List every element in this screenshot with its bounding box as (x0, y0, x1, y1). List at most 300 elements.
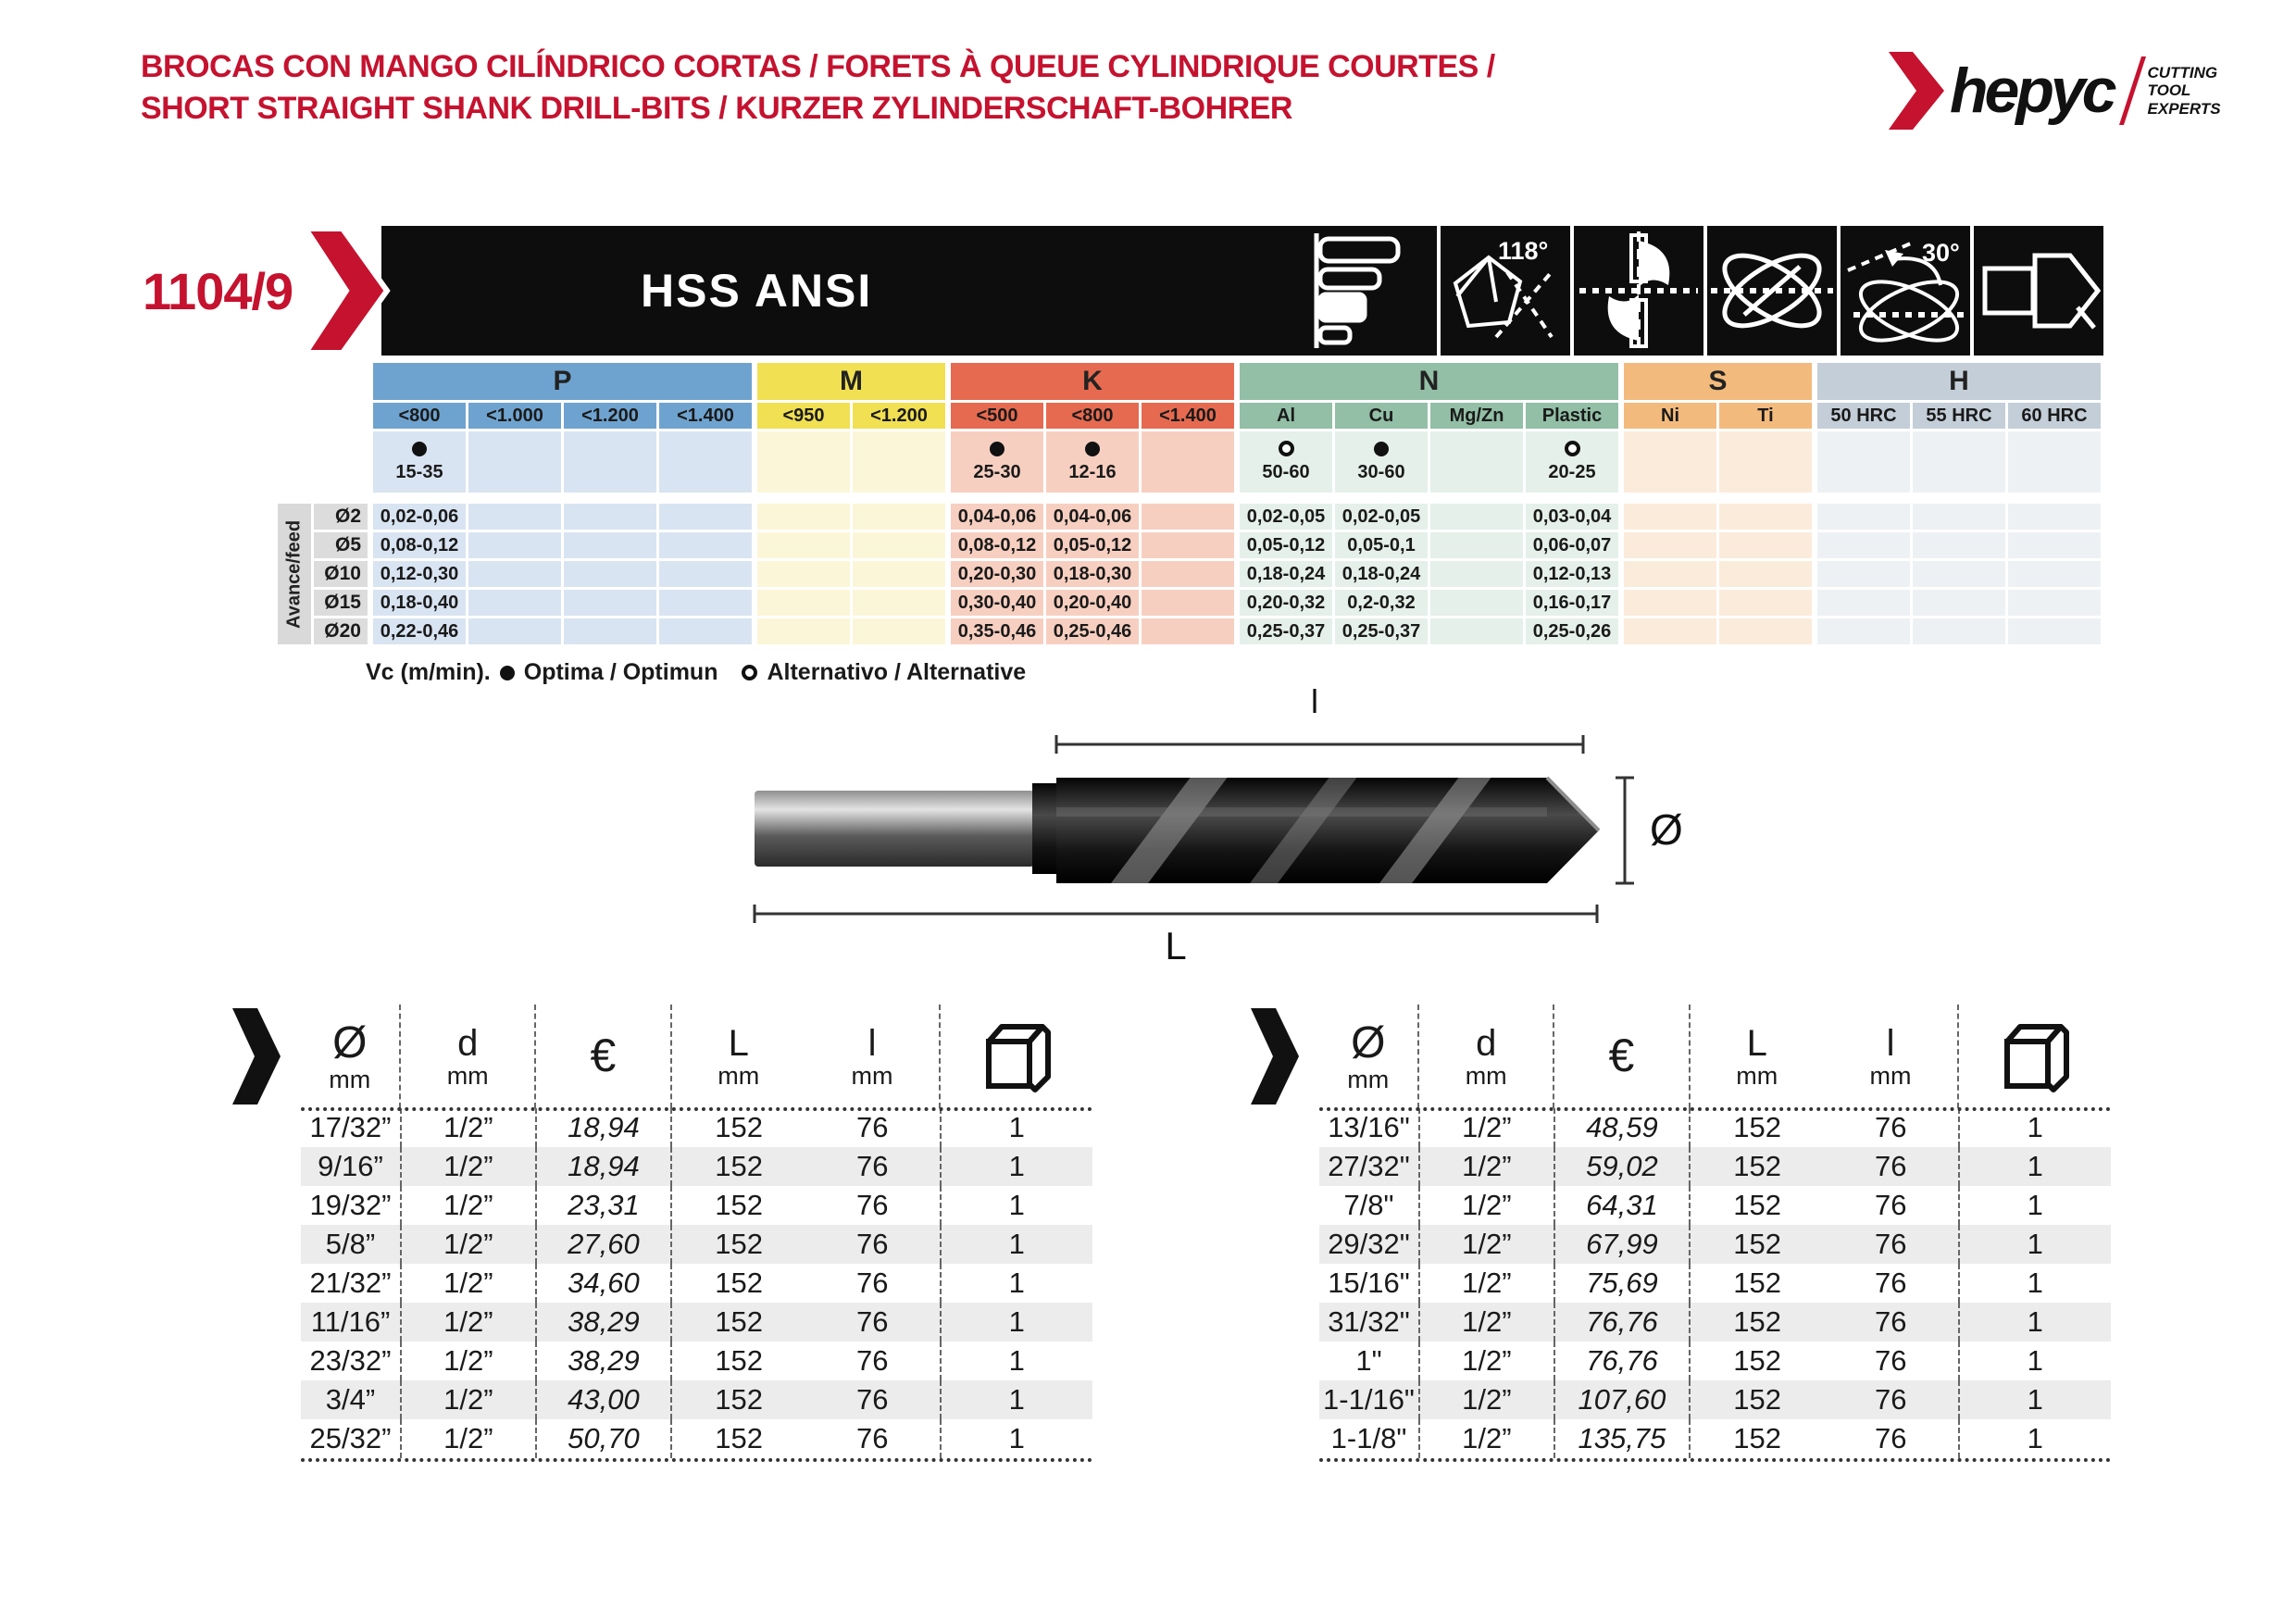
flute-length-cell: 76 (1874, 1383, 1907, 1416)
feed-cell (1719, 532, 1812, 558)
feed-cell: 0,25-0,46 (1046, 618, 1139, 644)
material-group-header: H (1817, 363, 2101, 400)
feed-cell (468, 561, 561, 587)
size-cell: 27/32" (1328, 1150, 1410, 1182)
flute-length-cell: 76 (855, 1344, 889, 1377)
point-angle-label: 118° (1498, 237, 1549, 265)
flute-profile-icon (1707, 226, 1837, 356)
feed-cell (1624, 561, 1716, 587)
col-header-flute-length (805, 1005, 940, 1108)
col-header-length (670, 1005, 805, 1108)
feed-cell (1142, 532, 1234, 558)
col-unit: mm (851, 1061, 893, 1090)
material-group-H (1817, 363, 2101, 644)
col-symbol: l (1886, 1022, 1895, 1064)
price-cell: 67,99 (1554, 1225, 1690, 1264)
point-angle-118-icon (1441, 226, 1570, 356)
vc-cell (659, 431, 752, 493)
size-range-icon (1307, 226, 1437, 356)
size-cell: 31/32" (1328, 1305, 1410, 1338)
feed-cell (1624, 590, 1716, 616)
price-table-row (1319, 1342, 2111, 1380)
feed-cell (468, 504, 561, 530)
helix-angle-label: 30° (1922, 239, 1960, 267)
shank-diameter-cell: 1/2” (400, 1380, 535, 1419)
drill-diagram (713, 687, 1694, 965)
qty-cell: 1 (940, 1108, 1092, 1147)
materials-row-labels (278, 363, 368, 644)
price-table-row (301, 1342, 1092, 1380)
feed-cell (1719, 618, 1812, 644)
shank-diameter-cell: 1/2” (1418, 1264, 1554, 1303)
material-subheader: <800 (1046, 403, 1139, 429)
length-cell: 152 (670, 1303, 805, 1342)
col-header-packaging (1957, 1005, 2111, 1108)
price-table-right (1231, 1005, 2111, 1462)
feed-cell: 0,20-0,30 (951, 561, 1043, 587)
feed-cell: 0,22-0,46 (373, 618, 466, 644)
feed-cell: 0,18-0,24 (1240, 561, 1332, 587)
material-group-S (1624, 363, 1812, 644)
flute-length-cell: 76 (855, 1422, 889, 1454)
flute-length-cell: 76 (855, 1150, 889, 1182)
length-cell: 152 (1689, 1264, 1824, 1303)
qty-cell: 1 (1958, 1264, 2111, 1303)
length-cell: 152 (1689, 1186, 1824, 1225)
price-cell: 48,59 (1554, 1108, 1690, 1147)
logo-slash-icon (2119, 56, 2146, 125)
material-subheader: <950 (757, 403, 850, 429)
col-header-price (534, 1005, 670, 1108)
material-subheader: <1.000 (468, 403, 561, 429)
size-cell: 1-1/8" (1330, 1422, 1407, 1454)
table-chevron-icon (213, 1005, 300, 1108)
qty-cell: 1 (1958, 1342, 2111, 1380)
col-header-flute-length (1824, 1005, 1958, 1108)
material-subheader: Plastic (1526, 403, 1618, 429)
material-group-N (1240, 363, 1618, 644)
feed-row-label: Ø15 (314, 590, 368, 616)
shank-diameter-cell: 1/2” (400, 1264, 535, 1303)
feed-cell (853, 618, 945, 644)
flute-length-cell: 76 (1874, 1344, 1907, 1377)
col-symbol: Ø (332, 1017, 368, 1067)
price-table-row (301, 1380, 1092, 1419)
feed-cell (757, 590, 850, 616)
feed-cell (1817, 561, 1910, 587)
flute-length-cell: 76 (855, 1383, 889, 1416)
col-header-packaging (939, 1005, 1092, 1108)
price-table-row (301, 1225, 1092, 1264)
qty-cell: 1 (940, 1342, 1092, 1380)
material-subheader: <800 (373, 403, 466, 429)
feed-cell (564, 532, 656, 558)
length-cell: 152 (1689, 1380, 1824, 1419)
vc-value: 12-16 (1068, 461, 1117, 482)
qty-cell: 1 (940, 1264, 1092, 1303)
feed-cell (853, 532, 945, 558)
size-cell: 23/32” (309, 1344, 392, 1377)
alternative-dot-icon (1279, 441, 1294, 456)
feed-cell (2008, 532, 2101, 558)
length-cell: 152 (670, 1264, 805, 1303)
price-cell: 23,31 (535, 1186, 671, 1225)
feed-cell (468, 590, 561, 616)
feed-cell (1142, 618, 1234, 644)
vc-cell (1624, 431, 1716, 493)
feed-cell: 0,18-0,30 (1046, 561, 1139, 587)
length-cell: 152 (670, 1108, 805, 1147)
diameter-label: Ø (1650, 805, 1683, 854)
shank-diameter-cell: 1/2” (1418, 1342, 1554, 1380)
feed-cell: 0,08-0,12 (951, 532, 1043, 558)
banner-chevron-icon (302, 226, 391, 356)
logo-tagline-line: EXPERTS (2147, 99, 2221, 118)
feed-cell (564, 618, 656, 644)
feed-cell (1913, 618, 2005, 644)
price-table-row (301, 1264, 1092, 1303)
feed-cell: 0,18-0,24 (1335, 561, 1428, 587)
feed-cell (1430, 590, 1523, 616)
feed-cell: 0,30-0,40 (951, 590, 1043, 616)
shank-diameter-cell: 1/2” (1418, 1225, 1554, 1264)
drill-point (1547, 778, 1599, 883)
material-group-header: M (757, 363, 945, 400)
qty-cell: 1 (1958, 1380, 2111, 1419)
feed-cell: 0,16-0,17 (1526, 590, 1618, 616)
price-table-row (1319, 1303, 2111, 1342)
feed-cell (2008, 590, 2101, 616)
feed-cell (1719, 561, 1812, 587)
feed-cell (853, 504, 945, 530)
feed-cell (1719, 504, 1812, 530)
material-subheader: <1.200 (853, 403, 945, 429)
col-unit: mm (446, 1061, 489, 1090)
drill-shank (755, 791, 1034, 867)
box-icon (2001, 1019, 2069, 1093)
feed-cell (659, 618, 752, 644)
feed-cell: 0,12-0,13 (1526, 561, 1618, 587)
material-subheader: <1.400 (1142, 403, 1234, 429)
feed-row-label: Ø10 (314, 561, 368, 587)
spacer (1624, 495, 1812, 501)
feed-cell: 0,05-0,12 (1046, 532, 1139, 558)
feed-cell (2008, 504, 2101, 530)
price-cell: 135,75 (1554, 1419, 1690, 1458)
feed-cell: 0,05-0,1 (1335, 532, 1428, 558)
vc-legend (366, 659, 1026, 686)
price-cell: 34,60 (535, 1264, 671, 1303)
material-subheader: Mg/Zn (1430, 403, 1523, 429)
col-header-shank (1417, 1005, 1553, 1108)
feed-cell (1430, 532, 1523, 558)
cross-section-icon (1574, 226, 1703, 356)
price-table-right-header (1231, 1005, 2111, 1108)
price-cell: 38,29 (535, 1342, 671, 1380)
material-subheader: 50 HRC (1817, 403, 1910, 429)
feed-axis-label: Avance/feed (278, 504, 311, 644)
feed-cell (564, 561, 656, 587)
price-cell: 76,76 (1554, 1303, 1690, 1342)
feed-row-label: Ø2 (314, 504, 368, 530)
flute-length-label: l (1311, 687, 1318, 720)
col-header-diameter (1318, 1005, 1417, 1108)
qty-cell: 1 (1958, 1303, 2111, 1342)
shank-diameter-cell: 1/2” (400, 1147, 535, 1186)
spacer (373, 495, 752, 501)
vc-cell (1142, 431, 1234, 493)
spacer (1817, 495, 2101, 501)
spacer (1240, 495, 1618, 501)
feed-cell (659, 561, 752, 587)
feed-cell (757, 561, 850, 587)
col-unit: mm (1347, 1065, 1390, 1093)
flute-length-cell: 76 (1874, 1189, 1907, 1221)
material-group-header: K (951, 363, 1234, 400)
feed-cell (1142, 590, 1234, 616)
vc-value: 25-30 (973, 461, 1021, 482)
size-cell: 21/32” (309, 1267, 392, 1299)
feed-cell (1719, 590, 1812, 616)
feed-cell (853, 590, 945, 616)
feed-cell (2008, 561, 2101, 587)
col-symbol: l (867, 1022, 877, 1064)
material-group-header: S (1624, 363, 1812, 400)
length-cell: 152 (1689, 1108, 1824, 1147)
helix-angle-30-icon (1841, 226, 1970, 356)
price-table-row (1319, 1419, 2111, 1458)
vc-cell (1240, 431, 1332, 493)
feed-cell (757, 532, 850, 558)
material-subheader: 60 HRC (2008, 403, 2101, 429)
price-table-row (1319, 1147, 2111, 1186)
feed-cell (468, 532, 561, 558)
qty-cell: 1 (940, 1186, 1092, 1225)
size-cell: 1" (1355, 1344, 1382, 1377)
vc-cell (1913, 431, 2005, 493)
shank-diameter-cell: 1/2” (1418, 1108, 1554, 1147)
length-cell: 152 (670, 1147, 805, 1186)
price-cell: 107,60 (1554, 1380, 1690, 1419)
optima-dot-icon (1374, 442, 1389, 456)
vc-cell (564, 431, 656, 493)
vc-cell (951, 431, 1043, 493)
optima-dot-icon (412, 442, 427, 456)
material-group-M (757, 363, 945, 644)
material-subheader: Al (1240, 403, 1332, 429)
feed-cell: 0,25-0,37 (1335, 618, 1428, 644)
feed-row-label: Ø5 (314, 532, 368, 558)
col-symbol: L (728, 1022, 749, 1064)
shank-diameter-cell: 1/2” (400, 1303, 535, 1342)
material-subheader: <1.400 (659, 403, 752, 429)
vc-value: 50-60 (1262, 462, 1310, 482)
feed-cell (1624, 532, 1716, 558)
price-table-row (301, 1108, 1092, 1147)
feed-cell (757, 618, 850, 644)
material-subheader: 55 HRC (1913, 403, 2005, 429)
material-subheader: Ni (1624, 403, 1716, 429)
qty-cell: 1 (940, 1225, 1092, 1264)
material-group-header: P (373, 363, 752, 400)
col-symbol: d (1476, 1022, 1497, 1064)
feed-cell: 0,18-0,40 (373, 590, 466, 616)
alternative-dot-icon (1565, 441, 1580, 456)
flute-length-cell: 76 (1874, 1422, 1907, 1454)
feed-cell: 0,06-0,07 (1526, 532, 1618, 558)
vc-cell (2008, 431, 2101, 493)
qty-cell: 1 (940, 1380, 1092, 1419)
col-header-shank (399, 1005, 534, 1108)
vc-value: 20-25 (1548, 462, 1596, 482)
feed-cell: 0,20-0,32 (1240, 590, 1332, 616)
feed-cell (1624, 504, 1716, 530)
price-cell: 18,94 (535, 1108, 671, 1147)
price-table-row (1319, 1380, 2111, 1419)
length-cell: 152 (1689, 1147, 1824, 1186)
vc-cell (757, 431, 850, 493)
feed-cell: 0,02-0,05 (1240, 504, 1332, 530)
feed-cell: 0,02-0,06 (373, 504, 466, 530)
qty-cell: 1 (1958, 1186, 2111, 1225)
material-group-K (951, 363, 1234, 644)
col-unit: mm (718, 1061, 760, 1090)
size-cell: 29/32" (1328, 1228, 1410, 1260)
optima-dot-icon (990, 442, 1004, 456)
vc-value: 15-35 (395, 461, 443, 482)
flute-length-cell: 76 (855, 1228, 889, 1260)
size-cell: 5/8” (325, 1228, 376, 1260)
table-chevron-icon (1231, 1005, 1318, 1108)
flute-length-cell: 76 (1874, 1267, 1907, 1299)
shank-diameter-cell: 1/2” (1418, 1380, 1554, 1419)
box-icon (982, 1019, 1051, 1093)
col-symbol: L (1746, 1022, 1767, 1064)
flute-length-cell: 76 (855, 1111, 889, 1143)
qty-cell: 1 (940, 1303, 1092, 1342)
shank-diameter-cell: 1/2” (400, 1186, 535, 1225)
spacer (757, 495, 945, 501)
feed-cell (1430, 618, 1523, 644)
feed-cell (1913, 532, 2005, 558)
col-unit: mm (1736, 1061, 1778, 1090)
feed-cell (1430, 561, 1523, 587)
size-cell: 15/16" (1328, 1267, 1410, 1299)
vc-cell (1719, 431, 1812, 493)
logo-tagline-line: CUTTING (2147, 64, 2218, 82)
price-cell: 75,69 (1554, 1264, 1690, 1303)
feed-cell (853, 561, 945, 587)
price-cell: 76,76 (1554, 1342, 1690, 1380)
col-symbol: € (590, 1030, 617, 1081)
col-header-diameter (300, 1005, 399, 1108)
price-cell: 59,02 (1554, 1147, 1690, 1186)
product-name: HSS ANSI (641, 265, 873, 317)
size-cell: 19/32” (309, 1189, 392, 1221)
size-cell: 11/16” (310, 1305, 391, 1338)
price-table-left (213, 1005, 1092, 1462)
material-group-P (373, 363, 752, 644)
qty-cell: 1 (940, 1419, 1092, 1458)
size-cell: 13/16" (1328, 1111, 1410, 1143)
col-unit: mm (1869, 1061, 1912, 1090)
legend-optima-label: Optima / Optimun (523, 659, 718, 685)
feed-cell: 0,02-0,05 (1335, 504, 1428, 530)
price-cell: 64,31 (1554, 1186, 1690, 1225)
col-unit: mm (1465, 1061, 1507, 1090)
feed-cell (1913, 561, 2005, 587)
feed-cell: 0,04-0,06 (1046, 504, 1139, 530)
qty-cell: 1 (1958, 1419, 2111, 1458)
page-title-line1: BROCAS CON MANGO CILÍNDRICO CORTAS / FORETS À QUEUE CYLINDRIQUE COURTES / (141, 49, 1495, 84)
vc-cell (373, 431, 466, 493)
qty-cell: 1 (1958, 1147, 2111, 1186)
flute-length-cell: 76 (1874, 1150, 1907, 1182)
feed-cell (564, 590, 656, 616)
size-cell: 25/32” (309, 1422, 392, 1454)
size-cell: 9/16” (318, 1150, 383, 1182)
vc-cell (1046, 431, 1139, 493)
material-group-header: N (1240, 363, 1618, 400)
price-cell: 43,00 (535, 1380, 671, 1419)
col-symbol: Ø (1351, 1017, 1386, 1067)
qty-cell: 1 (940, 1147, 1092, 1186)
feed-cell: 0,12-0,30 (373, 561, 466, 587)
feed-cell (1142, 504, 1234, 530)
flute-length-cell: 76 (1874, 1305, 1907, 1338)
price-table-row (1319, 1264, 2111, 1303)
feed-cell (1817, 590, 1910, 616)
feed-cell (2008, 618, 2101, 644)
legend-alternative-label: Alternativo / Alternative (767, 659, 1027, 685)
material-subheader: Ti (1719, 403, 1812, 429)
col-unit: mm (329, 1065, 371, 1093)
length-cell: 152 (670, 1186, 805, 1225)
price-table-row (1319, 1108, 2111, 1147)
price-cell: 18,94 (535, 1147, 671, 1186)
shank-diameter-cell: 1/2” (400, 1108, 535, 1147)
feed-cell (1913, 590, 2005, 616)
length-cell: 152 (670, 1419, 805, 1458)
price-table-row (1319, 1225, 2111, 1264)
feed-cell (468, 618, 561, 644)
flute-length-cell: 76 (855, 1305, 889, 1338)
vc-cell (468, 431, 561, 493)
length-cell: 152 (1689, 1419, 1824, 1458)
flute-length-cell: 76 (855, 1267, 889, 1299)
alternative-dot-icon (742, 665, 757, 680)
material-subheader: <1.200 (564, 403, 656, 429)
feed-cell (757, 504, 850, 530)
length-cell: 152 (670, 1380, 805, 1419)
product-banner (139, 226, 2103, 356)
page-title (141, 46, 1495, 130)
feed-cell (1430, 504, 1523, 530)
feed-cell (1817, 532, 1910, 558)
spacer (951, 495, 1234, 501)
qty-cell: 1 (1958, 1225, 2111, 1264)
feed-cell (1817, 618, 1910, 644)
banner-tech-icons (1307, 226, 2103, 356)
vc-value: 30-60 (1357, 461, 1405, 482)
feed-cell (659, 504, 752, 530)
vc-cell (1335, 431, 1428, 493)
feed-cell: 0,03-0,04 (1526, 504, 1618, 530)
feed-cell (564, 504, 656, 530)
materials-groups (373, 363, 2101, 644)
logo-tagline-line: TOOL (2147, 81, 2191, 100)
logo-wordmark: hepyc (1950, 56, 2114, 126)
